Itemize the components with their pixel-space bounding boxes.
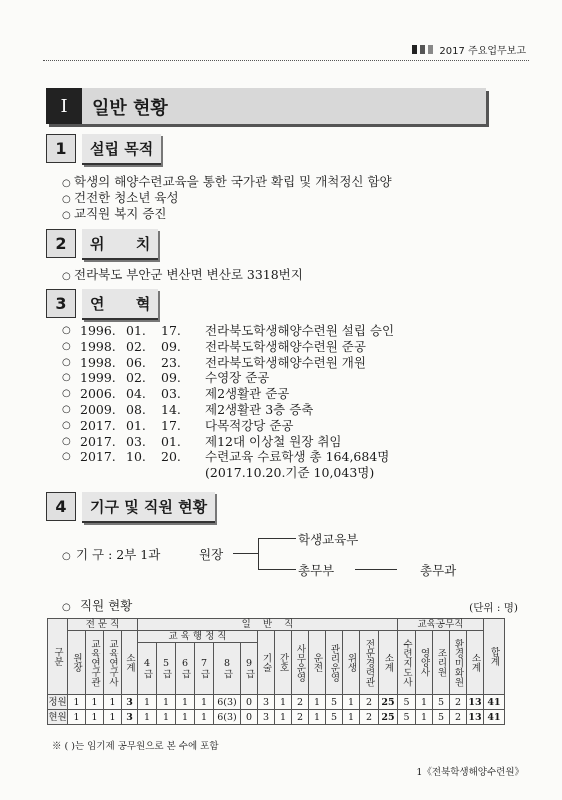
section-title: 기구 및 직원 현황: [82, 492, 215, 523]
table-cell: 5: [326, 695, 343, 710]
header-expert: 전 문 직: [68, 619, 138, 631]
header-group: 구분: [48, 619, 68, 695]
row-label: 현원: [48, 711, 67, 723]
col-header: 전문경력관: [360, 631, 379, 695]
history-date: 1996.: [80, 323, 116, 338]
history-text: 전라북도학생해양수련원 설립 승인: [205, 323, 395, 338]
history-date: 10.: [126, 449, 146, 465]
col-header: 영양사: [416, 631, 433, 695]
header-divider: [43, 60, 529, 61]
chapter-heading: [46, 88, 486, 124]
table-cell: 1: [157, 710, 176, 725]
list-item: ○ 전라북도 부안군 변산면 변산로 3318번지: [62, 267, 303, 282]
table-cell: 2: [450, 695, 467, 710]
history-date: 2017.: [80, 433, 116, 449]
history-date: 1999.: [80, 370, 116, 386]
col-header: 소계: [467, 631, 484, 695]
history-date: 2006.: [80, 386, 116, 402]
org-line: [233, 553, 258, 554]
table-cell: 1: [176, 710, 195, 725]
table-cell: 2: [292, 710, 309, 725]
table-cell: 1: [86, 710, 104, 725]
history-date: 09.: [161, 370, 181, 386]
section-title: 연 혁: [82, 289, 158, 320]
bullet-icon: ○: [62, 372, 71, 384]
table-cell: 5: [433, 695, 450, 710]
history-date: 01.: [126, 323, 146, 338]
col-header: 수련지도사: [398, 631, 416, 695]
col-header: 5급: [157, 643, 176, 695]
section-number: 1: [46, 134, 76, 163]
table-cell: 1: [416, 695, 433, 710]
org-team: 총무과: [420, 563, 457, 578]
history-item: [62, 355, 394, 371]
table-cell: 5: [398, 710, 416, 725]
history-text: 수영장 준공: [205, 370, 270, 386]
history-note: (2017.10.20.기준 10,043명): [205, 465, 375, 481]
table-cell: 1: [104, 695, 122, 710]
history-item: [62, 418, 394, 434]
staff-title: ○ 직원 현황: [62, 598, 133, 613]
history-item: [62, 370, 394, 386]
history-item: [62, 323, 394, 339]
section-number: 3: [46, 289, 76, 318]
history-date: 23.: [161, 354, 181, 370]
history-date: 04.: [126, 386, 146, 402]
history-date: 09.: [161, 338, 181, 354]
section-title: 위 치: [82, 229, 158, 260]
col-header: 환경미화원: [450, 631, 467, 695]
col-header: 소계: [122, 631, 138, 695]
unit-label: (단위 : 명): [469, 602, 518, 614]
table-cell: 5: [398, 695, 416, 710]
history-date: 01.: [161, 433, 181, 449]
history-date: 2017.: [80, 417, 116, 433]
table-cell: 25: [379, 710, 398, 725]
org-dept-admin: 총무부: [298, 563, 335, 578]
history-text: 제2생활관 준공: [205, 386, 290, 402]
table-cell: 5: [326, 710, 343, 725]
table-cell: 1: [343, 695, 360, 710]
bullet-icon: ○: [62, 403, 71, 415]
history-date: 03.: [161, 386, 181, 402]
history-item: [62, 434, 394, 450]
org-head: 원장: [199, 547, 224, 562]
bullet-icon: ○: [62, 419, 71, 431]
table-cell: 1: [157, 695, 176, 710]
header-label: 2017 주요업무보고: [439, 46, 526, 57]
header-mark-icon: [428, 45, 433, 54]
history-text: 제2생활관 3층 증축: [205, 401, 314, 417]
table-cell: 13: [468, 696, 482, 708]
table-cell: 2: [360, 710, 379, 725]
org-line: [355, 569, 397, 570]
header-mark-icon: [420, 45, 425, 54]
header-general: 일 반 직: [138, 619, 398, 631]
history-date: 06.: [126, 354, 146, 370]
history-item: [62, 339, 394, 355]
history-list: [62, 323, 394, 481]
table-cell: 1: [195, 695, 214, 710]
table-cell: 6(3): [214, 710, 241, 725]
table-cell: 2: [292, 695, 309, 710]
table-cell: 41: [484, 710, 505, 725]
list-item: ○ 학생의 해양수련교육을 통한 국가관 확립 및 개척정신 함양: [62, 174, 392, 189]
table-cell: 1: [86, 695, 104, 710]
history-date: 20.: [161, 449, 181, 465]
table-cell: 1: [309, 695, 326, 710]
table-cell: 41: [484, 695, 505, 710]
table-cell: 1: [68, 695, 86, 710]
table-cell: 0: [241, 710, 258, 725]
chapter-number: Ⅰ: [46, 88, 82, 124]
history-date: 14.: [161, 401, 181, 417]
history-text: 전라북도학생해양수련원 준공: [205, 338, 366, 354]
col-header: 운전: [309, 631, 326, 695]
history-date: 02.: [126, 370, 146, 386]
header-mark-icon: [412, 45, 417, 54]
col-header: 9급: [241, 643, 258, 695]
col-header: 교육연구사: [104, 631, 122, 695]
history-text: 수련교육 수료학생 총 164,684명: [205, 449, 390, 465]
table-row: [48, 695, 505, 710]
table-cell: 1: [104, 710, 122, 725]
org-line: [258, 538, 296, 539]
table-cell: 0: [241, 695, 258, 710]
org-line: [258, 569, 296, 570]
history-item: [62, 386, 394, 402]
history-date: 17.: [161, 417, 181, 433]
header-edu: 교육공무직: [398, 619, 484, 631]
chapter-title: 일반 현황: [92, 98, 168, 119]
section-number: 4: [46, 492, 76, 521]
section-number: 2: [46, 229, 76, 258]
table-cell: 13: [468, 711, 482, 723]
table-cell: 1: [275, 695, 292, 710]
history-date: 2009.: [80, 401, 116, 417]
table-cell: 1: [68, 710, 86, 725]
org-summary: ○ 기 구 : 2부 1과: [62, 547, 161, 562]
history-date: 1998.: [80, 338, 116, 354]
bullet-icon: ○: [62, 435, 71, 447]
table-cell: 1: [343, 710, 360, 725]
header-total: 합계: [484, 619, 505, 695]
section-title: 설립 목적: [82, 134, 161, 165]
history-text: 전라북도학생해양수련원 개원: [205, 354, 366, 370]
page-footer: 1《전북학생해양수련원》: [416, 767, 524, 778]
col-header: 기술: [258, 631, 275, 695]
col-header: 원장: [68, 631, 86, 695]
table-cell: 1: [275, 710, 292, 725]
col-header: 간호: [275, 631, 292, 695]
table-note: ※ ( )는 임기제 공무원으로 본 수에 포함: [52, 741, 219, 752]
list-item: ○ 교직원 복지 증진: [62, 206, 167, 221]
col-header: 7급: [195, 643, 214, 695]
col-header: 사무운영: [292, 631, 309, 695]
table-cell: 1: [138, 695, 157, 710]
org-dept-edu: 학생교육부: [298, 532, 359, 547]
table-cell: 5: [433, 710, 450, 725]
bullet-icon: ○: [62, 388, 71, 400]
bullet-icon: ○: [62, 340, 71, 352]
history-date: 01.: [126, 417, 146, 433]
col-header: 8급: [214, 643, 241, 695]
history-date: 17.: [161, 323, 181, 338]
row-label: 정원: [48, 696, 67, 708]
table-cell: 2: [450, 710, 467, 725]
table-cell: 1: [176, 695, 195, 710]
table-cell: 2: [360, 695, 379, 710]
col-header: 소계: [379, 631, 398, 695]
table-cell: 1: [138, 710, 157, 725]
bullet-icon: ○: [62, 451, 71, 463]
history-item: [62, 402, 394, 418]
table-cell: 3: [258, 710, 275, 725]
col-header: 관리운영: [326, 631, 343, 695]
col-header: 교육연구관: [86, 631, 104, 695]
history-date: 1998.: [80, 354, 116, 370]
history-text: 다목적강당 준공: [205, 417, 294, 433]
table-cell: 1: [309, 710, 326, 725]
history-date: 02.: [126, 338, 146, 354]
table-cell: 6(3): [214, 695, 241, 710]
history-date: 2017.: [80, 449, 116, 465]
history-date: 08.: [126, 401, 146, 417]
col-header: 조리원: [433, 631, 450, 695]
table-cell: 3: [258, 695, 275, 710]
table-cell: 25: [379, 695, 398, 710]
table-row: [48, 710, 505, 725]
col-header: 위생: [343, 631, 360, 695]
staff-table: [47, 618, 505, 725]
table-cell: 1: [416, 710, 433, 725]
page-header: [412, 42, 526, 57]
list-item: ○ 건전한 청소년 육성: [62, 190, 179, 205]
table-cell: 3: [122, 695, 138, 710]
org-line: [258, 538, 259, 569]
col-header: 4급: [138, 643, 157, 695]
history-date: 03.: [126, 433, 146, 449]
bullet-icon: ○: [62, 356, 71, 368]
history-text: 제12대 이상철 원장 취임: [205, 433, 342, 449]
header-admin: 교 육 행 정 직: [138, 631, 258, 643]
history-item: [62, 449, 394, 465]
table-cell: 1: [195, 710, 214, 725]
col-header: 6급: [176, 643, 195, 695]
bullet-icon: ○: [62, 325, 71, 336]
table-cell: 3: [122, 710, 138, 725]
